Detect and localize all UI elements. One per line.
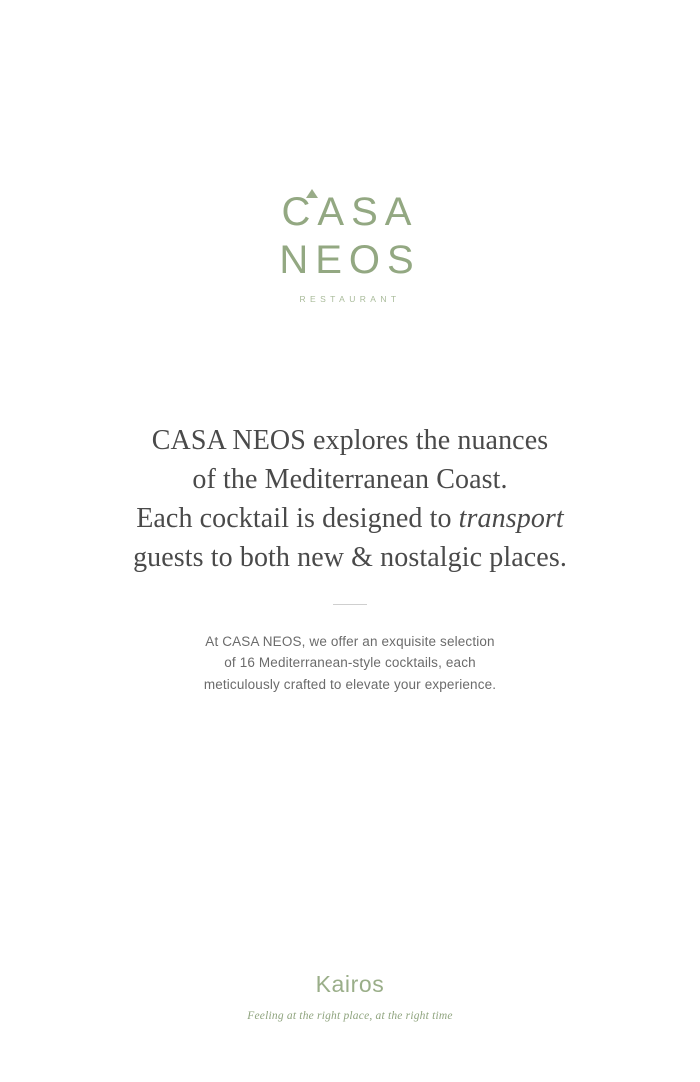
body-copy-line-1: At CASA NEOS, we offer an exquisite selection: [205, 633, 495, 649]
divider: [333, 604, 367, 605]
headline-line-3-text: Each cocktail is designed to: [136, 502, 459, 534]
headline-emphasis: transport: [458, 502, 564, 534]
headline: [70, 422, 630, 578]
headline-line-1: CASA NEOS explores the nuances: [151, 425, 549, 456]
headline-line-3: [70, 500, 630, 539]
footer-tagline: Feeling at the right place, at the right time: [247, 1010, 453, 1022]
brand-logo: [279, 192, 420, 304]
brand-word-casa: CASA: [281, 190, 419, 234]
triangle-accent-icon: [306, 189, 318, 198]
brand-subtitle: RESTAURANT: [299, 294, 401, 304]
body-copy-line-2: of 16 Mediterranean-style cocktails, each: [224, 655, 476, 671]
headline-line-4: guests to both new & nostalgic places.: [133, 541, 567, 573]
brand-word-neos: NEOS: [279, 238, 421, 282]
body-copy-line-3: meticulously crafted to elevate your experience.: [203, 677, 497, 693]
body-copy: [140, 631, 560, 697]
footer: [0, 971, 700, 1022]
brand-logo-line-1: [282, 192, 419, 232]
brand-logo-line-2: [279, 232, 420, 280]
footer-title: Kairos: [315, 971, 385, 997]
headline-line-2: of the Mediterranean Coast.: [192, 463, 508, 495]
